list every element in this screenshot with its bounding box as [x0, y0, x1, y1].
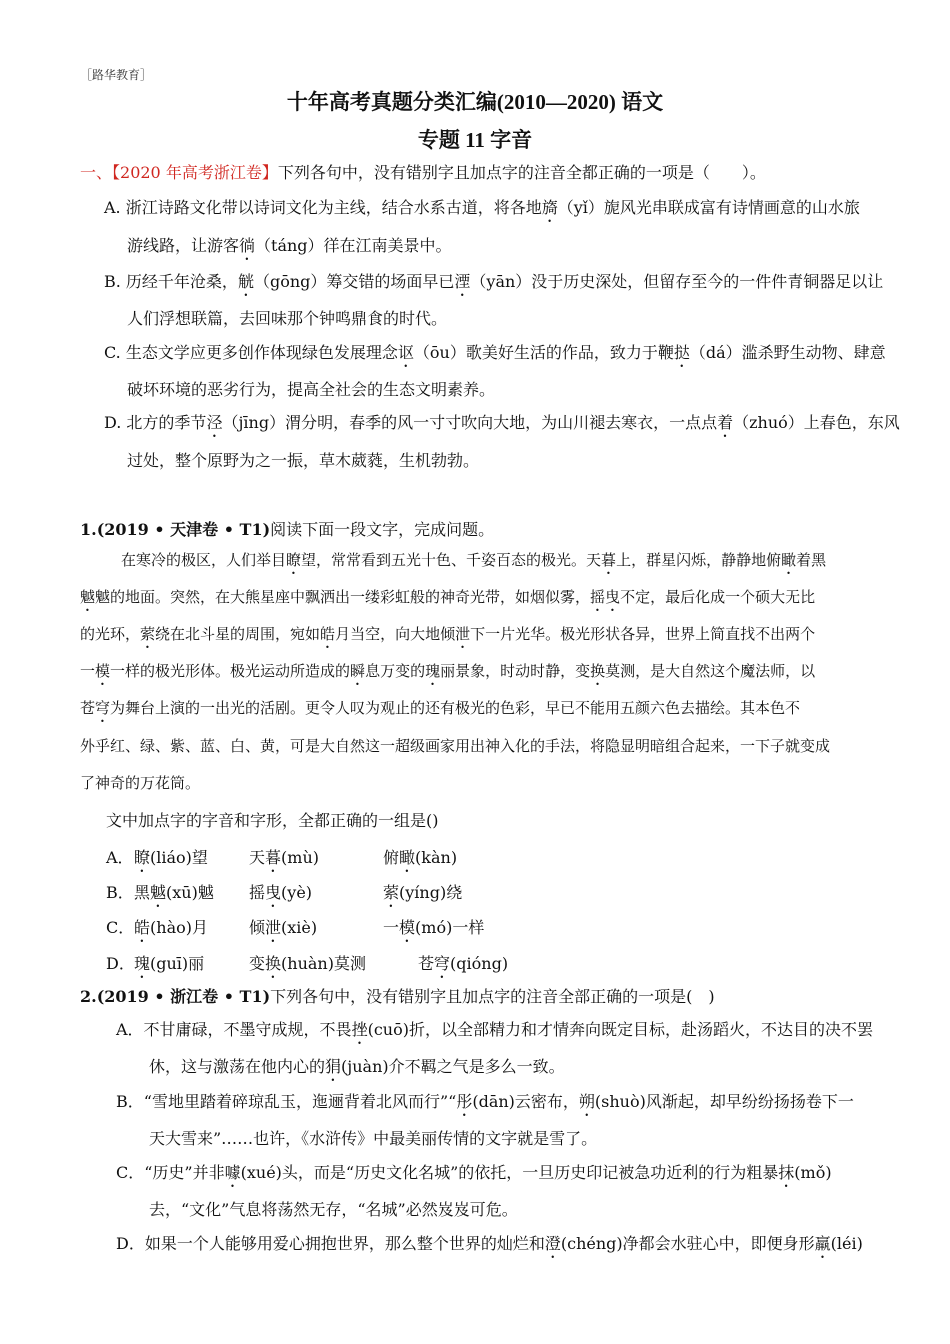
- option-label: A．: [106, 848, 134, 867]
- question-source: (2019 • 天津卷 • T1): [96, 520, 271, 539]
- text: (mǒ): [794, 1163, 832, 1182]
- option-word: [249, 915, 317, 946]
- text: 游线路，让游客: [127, 236, 240, 255]
- dotted-char: 挫: [351, 1020, 368, 1039]
- text: (cuō)折，以全部精力和才情奔向既定目标，赴汤蹈火，不达目的决不罢: [367, 1020, 873, 1039]
- dotted-char: 暮: [265, 848, 282, 867]
- passage-text: 莫测，是大自然这个魔法师，以: [605, 662, 816, 680]
- dotted-char: 换: [265, 954, 282, 973]
- passage-text: 一: [80, 662, 96, 680]
- q2-option-d: [116, 1234, 863, 1262]
- q2-option-b: [116, 1092, 854, 1120]
- dotted-char: 瞭: [134, 848, 151, 867]
- dotted-char: 瑰: [425, 662, 441, 680]
- passage-line: [80, 773, 200, 793]
- section1-question: [80, 163, 766, 183]
- option-word: [418, 951, 508, 982]
- option-word: [383, 915, 484, 946]
- document-title: 十年高考真题分类汇编(2010—2020) 语文: [286, 90, 664, 114]
- passage-text: 魆的地面。突然，在大熊星座中飘洒出一缕彩虹般的神奇光带，如烟似雾，: [95, 588, 591, 606]
- section1-option-d: [104, 413, 900, 441]
- option-label: D．: [106, 954, 135, 973]
- option-text: (mó)一样: [415, 918, 485, 937]
- option-text: (huàn)莫测: [281, 954, 366, 973]
- text: (chéng)净都会水驻心中，即便身形: [560, 1234, 815, 1253]
- option-word: [383, 845, 457, 876]
- dotted-char: 曳: [605, 588, 621, 606]
- option-text: (liáo)望: [150, 848, 208, 867]
- dotted-char: 着: [717, 413, 734, 432]
- option-text: (kàn): [415, 848, 458, 867]
- option-text: (xiè): [281, 918, 318, 937]
- passage-text: 在寒冷的极区，人们举目: [106, 551, 287, 569]
- passage-line: [80, 661, 815, 689]
- option-word: [249, 880, 312, 911]
- dotted-char: 萦: [140, 625, 156, 643]
- passage-text: 丽景象，时动时静，变: [440, 662, 591, 680]
- section1-option-c: [104, 343, 886, 371]
- dotted-char: 抹: [778, 1163, 795, 1182]
- option-text: 俯: [383, 848, 400, 867]
- dotted-char: 瞭: [286, 551, 302, 569]
- dotted-char: 瞰: [781, 551, 797, 569]
- text: (dān)云密布，: [472, 1092, 579, 1111]
- option-text: (yíng)绕: [399, 883, 463, 902]
- dotted-char: 觥: [237, 272, 254, 291]
- text: （táng）徉在江南美景中。: [255, 236, 452, 255]
- section1-option-a-cont: [127, 236, 452, 264]
- passage-text: 绕在北斗星的周围，宛如: [155, 625, 321, 643]
- passage-text: 的光环，: [80, 625, 141, 643]
- option-word: [134, 915, 208, 946]
- dotted-char: 瑰: [134, 954, 151, 973]
- passage-text: 为舞台上演的一出光的活剧。更令人叹为观止的还有极光的色彩，早已不能用五颜六色去描绘。其本色不: [110, 699, 801, 717]
- dotted-char: 彤: [456, 1092, 473, 1111]
- dotted-char: 狷: [325, 1057, 342, 1076]
- option-word: [249, 845, 319, 876]
- passage-line: [80, 698, 800, 726]
- passage-line: [106, 550, 826, 578]
- option-word: [134, 845, 208, 876]
- dotted-char: 暮: [601, 551, 617, 569]
- option-text: (hào)月: [150, 918, 208, 937]
- option-label: B．: [106, 883, 134, 902]
- section1-option-c-cont: 破坏环境的恶劣行为，提高全社会的生态文明素养。: [127, 380, 496, 399]
- dotted-char: 澄: [544, 1234, 561, 1253]
- text: (shuò)风渐起，却早纷纷扬扬卷下一: [594, 1092, 854, 1111]
- option-text: 倾: [249, 918, 266, 937]
- option-text: 变: [249, 954, 266, 973]
- document-subtitle: 专题 11 字音: [417, 128, 533, 152]
- q2-option-a: [116, 1020, 873, 1048]
- question-intro: 阅读下面一段文字，完成问题。: [270, 520, 495, 539]
- dotted-char: 模: [95, 662, 111, 680]
- passage-line: [80, 624, 815, 652]
- option-word: [249, 951, 366, 982]
- option-text: 一: [383, 918, 400, 937]
- passage-text: 下一片光华。极光形状各异，世界上简直找不出两个: [470, 625, 816, 643]
- passage-text: 一样的极光形体。极光运动所造成的: [110, 662, 351, 680]
- passage-text: 望，常常看到五光十色、千姿百态的极光。天: [301, 551, 602, 569]
- dotted-char: 泄: [265, 918, 282, 937]
- dotted-char: 徜: [239, 236, 256, 255]
- text: D. 北方的季节: [104, 413, 207, 432]
- dotted-char: 泄: [455, 625, 471, 643]
- text: （dá）滥杀野生动物、肆意: [689, 343, 886, 362]
- section1-source: 【2020 年高考浙江卷】: [112, 163, 278, 182]
- text: （zhuó）上春色，东风: [733, 413, 900, 432]
- option-text: 摇: [249, 883, 266, 902]
- passage-text: 不定，最后化成一个硕大无比: [620, 588, 816, 606]
- dotted-char: 穹: [434, 954, 451, 973]
- option-text: (qióng): [450, 954, 509, 973]
- option-word: [134, 880, 214, 911]
- question-source: (2019 • 浙江卷 • T1): [96, 987, 271, 1006]
- dotted-char: 湮: [454, 272, 471, 291]
- q1-header: [80, 520, 494, 540]
- dotted-char: 瞬: [350, 662, 366, 680]
- passage-text: 上，群星闪烁，静静地俯: [616, 551, 782, 569]
- text: （yǐ）旎风光串联成富有诗情画意的山水旅: [557, 198, 860, 217]
- dotted-char: 旖: [541, 198, 558, 217]
- text: B. 历经千年沧桑，: [104, 272, 238, 291]
- passage-text: 着黑: [796, 551, 827, 569]
- dotted-char: 泾: [206, 413, 223, 432]
- text: （yān）没于历史深处，但留存至今的一件件青铜器足以让: [470, 272, 884, 291]
- dotted-char: 曳: [265, 883, 282, 902]
- text: （gōng）筹交错的场面早已: [253, 272, 455, 291]
- q2-option-c-cont: 去，“文化”气息将荡然无存，“名城”必然岌岌可危。: [149, 1200, 518, 1219]
- dotted-char: 模: [399, 918, 416, 937]
- header-brand: ［路华教育］: [80, 68, 153, 82]
- option-text: (xū)魆: [166, 883, 214, 902]
- text: (léi): [830, 1234, 863, 1253]
- q2-header: [80, 987, 715, 1007]
- option-text: 黑: [134, 883, 151, 902]
- passage-text: 了神奇的万花筒。: [80, 774, 201, 792]
- section1-prefix: 一、: [80, 163, 113, 182]
- dotted-char: 朔: [578, 1092, 595, 1111]
- section1-stem: 下列各句中，没有错别字且加点字的注音全都正确的一项是（ ）。: [277, 163, 766, 182]
- section1-option-d-cont: 过处，整个原野为之一振，草木葳蕤，生机勃勃。: [127, 451, 480, 470]
- q1-stem: 文中加点字的字音和字形，全都正确的一组是(): [106, 811, 439, 830]
- passage-line: [80, 736, 830, 756]
- dotted-char: 讴: [397, 343, 414, 362]
- passage-line: [80, 587, 815, 615]
- dotted-char: 穹: [95, 699, 111, 717]
- text: （ōu）歌美好生活的作品，致力于鞭: [413, 343, 674, 362]
- option-text: (guī)丽: [150, 954, 205, 973]
- q2-option-c: [116, 1163, 832, 1191]
- option-word: [134, 951, 204, 982]
- text: C. 生态文学应更多创作体现绿色发展理念: [104, 343, 398, 362]
- dotted-char: 瞰: [399, 848, 416, 867]
- dotted-char: 换: [590, 662, 606, 680]
- question-stem: 下列各句中，没有错别字且加点字的注音全部正确的一项是( ): [270, 987, 715, 1006]
- dotted-char: 噱: [224, 1163, 241, 1182]
- dotted-char: 魆: [150, 883, 167, 902]
- section1-option-b: [104, 272, 883, 300]
- option-text: (yè): [281, 883, 313, 902]
- option-text: (mù): [281, 848, 319, 867]
- text: A. 浙江诗路文化带以诗词文化为主线，结合水系古道，将各地: [104, 198, 542, 217]
- text: （jīng）渭分明，春季的风一寸寸吹向大地，为山川褪去寒衣，一点点: [222, 413, 718, 432]
- text: (juàn)介不羁之气是多么一致。: [341, 1057, 565, 1076]
- question-number: 2.: [80, 987, 97, 1006]
- passage-text: 息万变的: [365, 662, 426, 680]
- dotted-char: 皓: [134, 918, 151, 937]
- text: 休，这与激荡在他内心的: [149, 1057, 326, 1076]
- option-word: [383, 880, 462, 911]
- section1-option-a: [104, 198, 860, 226]
- dotted-char: 皓: [320, 625, 336, 643]
- option-label: C．: [106, 918, 135, 937]
- text: D．如果一个人能够用爱心拥抱世界，那么整个世界的灿烂和: [116, 1234, 545, 1253]
- dotted-char: 摇: [590, 588, 606, 606]
- passage-text: 外乎红、绿、紫、蓝、白、黄，可是大自然这一超级画家用出神入化的手法，将隐显明暗组合起来，一下子就变成: [80, 737, 831, 755]
- text: (xué)头，而是“历史文化名城”的依托，一旦历史印记被急功近利的行为粗暴: [240, 1163, 779, 1182]
- section1-option-b-cont: 人们浮想联篇，去回味那个钟鸣鼎食的时代。: [127, 309, 448, 328]
- q2-option-b-cont: 天大雪来”……也许，《水浒传》中最美丽传情的文字就是雪了。: [149, 1129, 598, 1148]
- passage-text: 月当空，向大地倾: [335, 625, 456, 643]
- dotted-char: 萦: [383, 883, 400, 902]
- dotted-char: 魆: [80, 588, 96, 606]
- passage-text: 苍: [80, 699, 96, 717]
- text: B．“雪地里踏着碎琼乱玉，迤逦背着北风而行”“: [116, 1092, 457, 1111]
- dotted-char: 羸: [814, 1234, 831, 1253]
- text: C．“历史”并非: [116, 1163, 225, 1182]
- dotted-char: 挞: [673, 343, 690, 362]
- text: A．不甘庸碌，不墨守成规，不畏: [116, 1020, 352, 1039]
- question-number: 1.: [80, 520, 97, 539]
- option-text: 天: [249, 848, 266, 867]
- option-text: 苍: [418, 954, 435, 973]
- q2-option-a-cont: [149, 1057, 565, 1085]
